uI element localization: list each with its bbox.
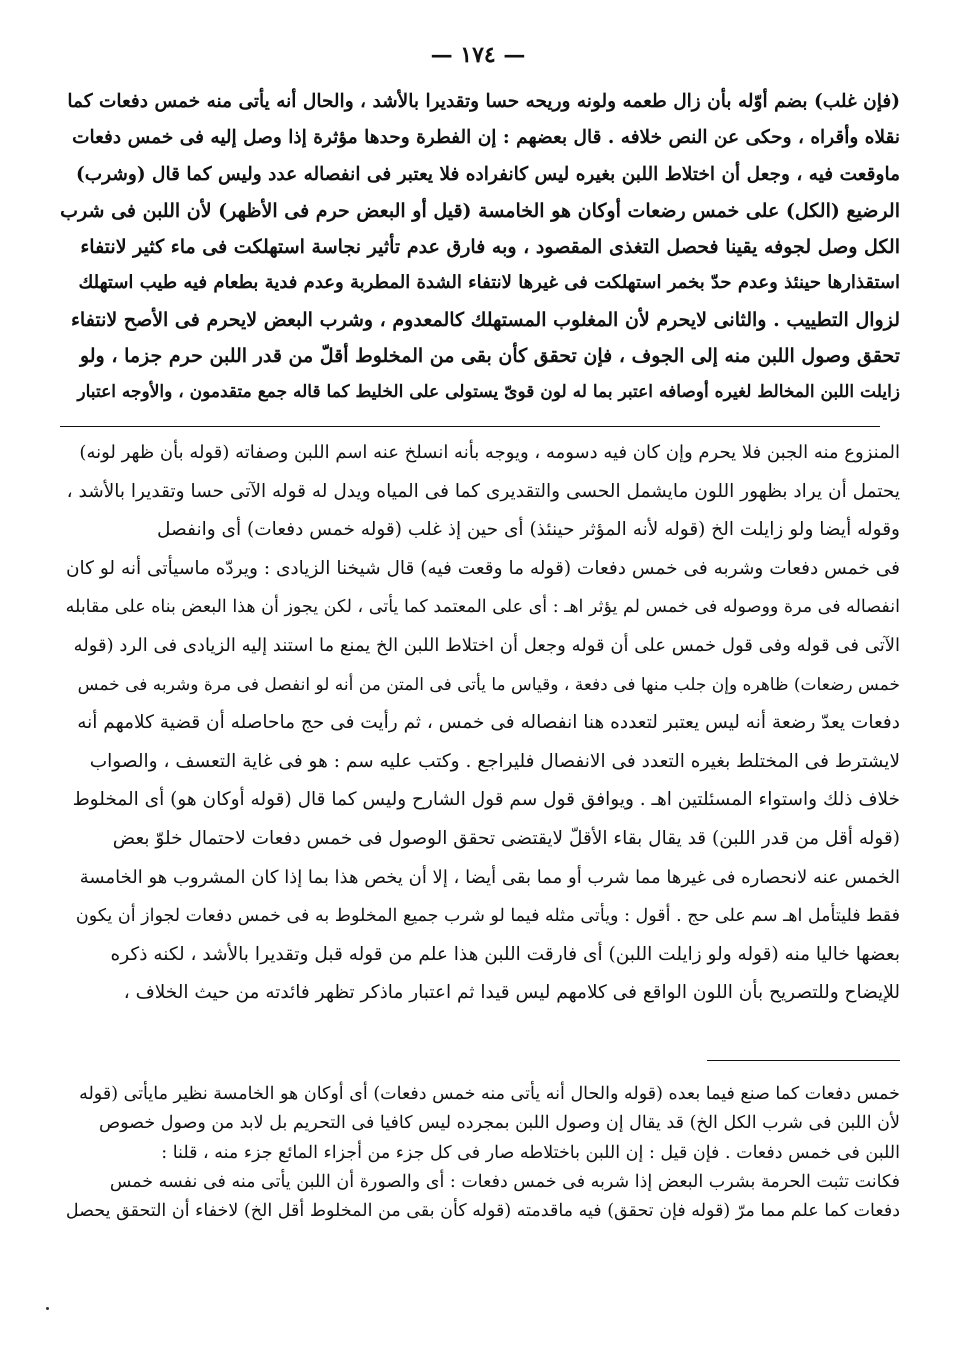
main-text-line: نقلاه وأقراه ، وحكى عن النص خلافه . قال بعضهم : إن الفطرة وحدها مؤثرة إذا وصل إليه فى خمس دفعات — [72, 127, 900, 149]
commentary-line: بعضها خاليا منه (قوله ولو زايلت اللبن) أى فارقت اللبن هذا علم من قوله قبل وتقديرا بالأشد ، لكنه ذكره — [110, 943, 900, 965]
commentary-text — [60, 434, 900, 1013]
main-text-line: الرضيع (الكل) على خمس رضعات أوكان هو الخامسة (قيل أو البعض حرم فى الأظهر) لأن اللبن فى شرب — [60, 199, 900, 222]
main-text-line: استقذارها حينئذ وعدم حدّ بخمر استهلكت فى غيرها لانتفاء الشدة المطربة وعدم فدية بطعام فيه طيب استهلك — [78, 272, 900, 294]
commentary-line: فقط فليتأمل اهـ سم على حج . أقول : ويأتى مثله فيما لو شرب جميع المخلوط به فى خمس دفعات لجواز أن يكون — [75, 906, 900, 927]
commentary-line: للإيضاح وللتصريح بأن اللون الواقع فى كلامهم ليس قيدا ثم اعتبار ماذكر تظهر فائدته من حيث الخلاف ، — [123, 982, 900, 1004]
commentary-line: لايشترط فى المختلط بغيره التعدد فى الانفصال فليراجع . وكتب عليه سم : هو فى غاية التعسف ، والصواب — [89, 750, 900, 772]
footnote-line: اللبن فى خمس دفعات . فإن قيل : إن اللبن باختلاطه صار فى كل جزء من أجزاء المائع جزء منه ، قلنا : — [161, 1142, 900, 1163]
commentary-line: انفصاله فى مرة ووصوله فى خمس لم يؤثر اهـ : أى على المعتمد كما يأتى ، لكن يجوز أن هذا البعض بناه على مقابله — [65, 597, 900, 618]
commentary-line: وقوله أيضا ولو زايلت الخ (قوله لأنه المؤثر حينئذ) أى حين إذ غلب (قوله خمس دفعات) أى وانفصل — [157, 519, 900, 541]
commentary-line: الخمس عنه لانحصاره فى غيرها مما شرب أو مما بقى أيضا ، إلا أن يخص هذا بما إذا كان المشروب هو الخامسة — [79, 866, 900, 888]
commentary-line: فى خمس دفعات وشربه فى خمس دفعات (قوله ما وقعت فيه) قال شيخنا الزيادى : ويردّه ماسيأتى أنه لو كان — [65, 557, 900, 579]
main-text-line: لزوال التطييب . والثانى لايحرم لأن المغلوب المستهلك كالمعدوم ، وشرب البعض لايحرم فى الأصح لانتفاء — [71, 308, 900, 331]
commentary-line: دفعات يعدّ رضعة أنه ليس يعتبر لتعدده هنا انفصاله فى خمس ، ثم رأيت فى حج ماحاصله أن قضية كلامهم أنه — [77, 712, 900, 734]
main-text-line: ماوقعت فيه ، وجعل أن اختلاط اللبن بغيره ليس كانفراده فلا يعتبر فى انفصاله عدد وليس كما قال (وشرب) — [76, 163, 900, 185]
commentary-line: خلاف ذلك واستواء المسئلتين اهـ . ويوافق قول سم قول الشارح وليس كما قال (قوله أوكان هو) أى المخلوط — [72, 789, 900, 811]
footnote-line: فكانت تثبت الحرمة بشرب البعض إذا شربه فى خمس دفعات : أى والصورة أن اللبن يأتى منه فى نفسه خمس — [109, 1171, 900, 1192]
commentary-line: المنزوع منه الجبن فلا يحرم وإن كان فيه دسومه ، ويوجه بأنه انسلخ عنه اسم اللبن وصفاته (قوله بأن ظهر لونه) — [79, 442, 900, 463]
commentary-line: يحتمل أن يراد بظهور اللون مايشمل الحسى والتقديرى كما فى المياه ويدل له قوله الآتى حسا وتقديرا بالأشد ، — [66, 480, 900, 502]
main-text-line: تحقق وصول اللبن منه إلى الجوف ، فإن تحقق كأن بقى من المخلوط أقلّ من قدر اللبن حرم جزما ، ولو — [79, 345, 900, 368]
commentary-line: (قوله أقل من قدر اللبن) قد يقال بقاء الأقلّ لايقتضى تحقق الوصول فى خمس دفعات لاحتمال خلوّ بعض — [112, 827, 900, 849]
main-text-line: زايلت اللبن المخالط لغيره أوصافه اعتبر بما له لون قوىّ يستولى على الخليط كما قاله جمع متقدمون ، والأوجه اعتبار — [77, 382, 900, 403]
footnote-line: لأن اللبن فى شرب الكل الخ) قد يقال إن وصول اللبن بمجرده ليس كافيا فى التحريم بل لابد من وصول خصوص — [98, 1113, 900, 1134]
footnote-rule — [707, 1060, 900, 1061]
main-text-line: الكل وصل لجوفه يقينا فحصل التغذى المقصود ، وبه فارق عدم تأثير نجاسة استهلكت فى ماء كثير لانتفاء — [80, 236, 900, 259]
commentary-line: الآتى فى قوله وفى قول خمس على أن قوله وجعل أن اختلاط اللبن الخ يمنع ما استند إليه الزيادى فى الرد (قوله — [73, 634, 900, 656]
scan-speck — [46, 1307, 49, 1310]
main-text — [60, 84, 900, 411]
footnote-line: خمس دفعات كما صنع فيما بعده (قوله والحال أنه يأتى منه خمس دفعات) أى أوكان هو الخامسة نظير مايأتى (قوله — [79, 1084, 900, 1104]
main-text-line: (فإن غلب) بضم أوّله بأن زال طعمه ولونه وريحه حسا وتقديرا بالأشد ، والحال أنه يأتى منه خمس دفعات كما — [67, 91, 900, 112]
footnote-line: دفعات كما علم مما مرّ (قوله فإن تحقق) فيه ماقدمته (قوله كأن بقى من المخلوط أقل الخ) لاخفاء أن التحقق يحصل — [65, 1201, 900, 1222]
page-number: — ١٧٤ — — [430, 42, 526, 68]
footnote-text — [60, 1080, 900, 1226]
commentary-line: خمس رضعات) ظاهره وإن جلب منها فى دفعة ، وقياس ما يأتى فى المتن من أنه لو انفصل فى مرة وشربه فى خمس — [77, 674, 900, 695]
separator-rule — [60, 426, 880, 427]
